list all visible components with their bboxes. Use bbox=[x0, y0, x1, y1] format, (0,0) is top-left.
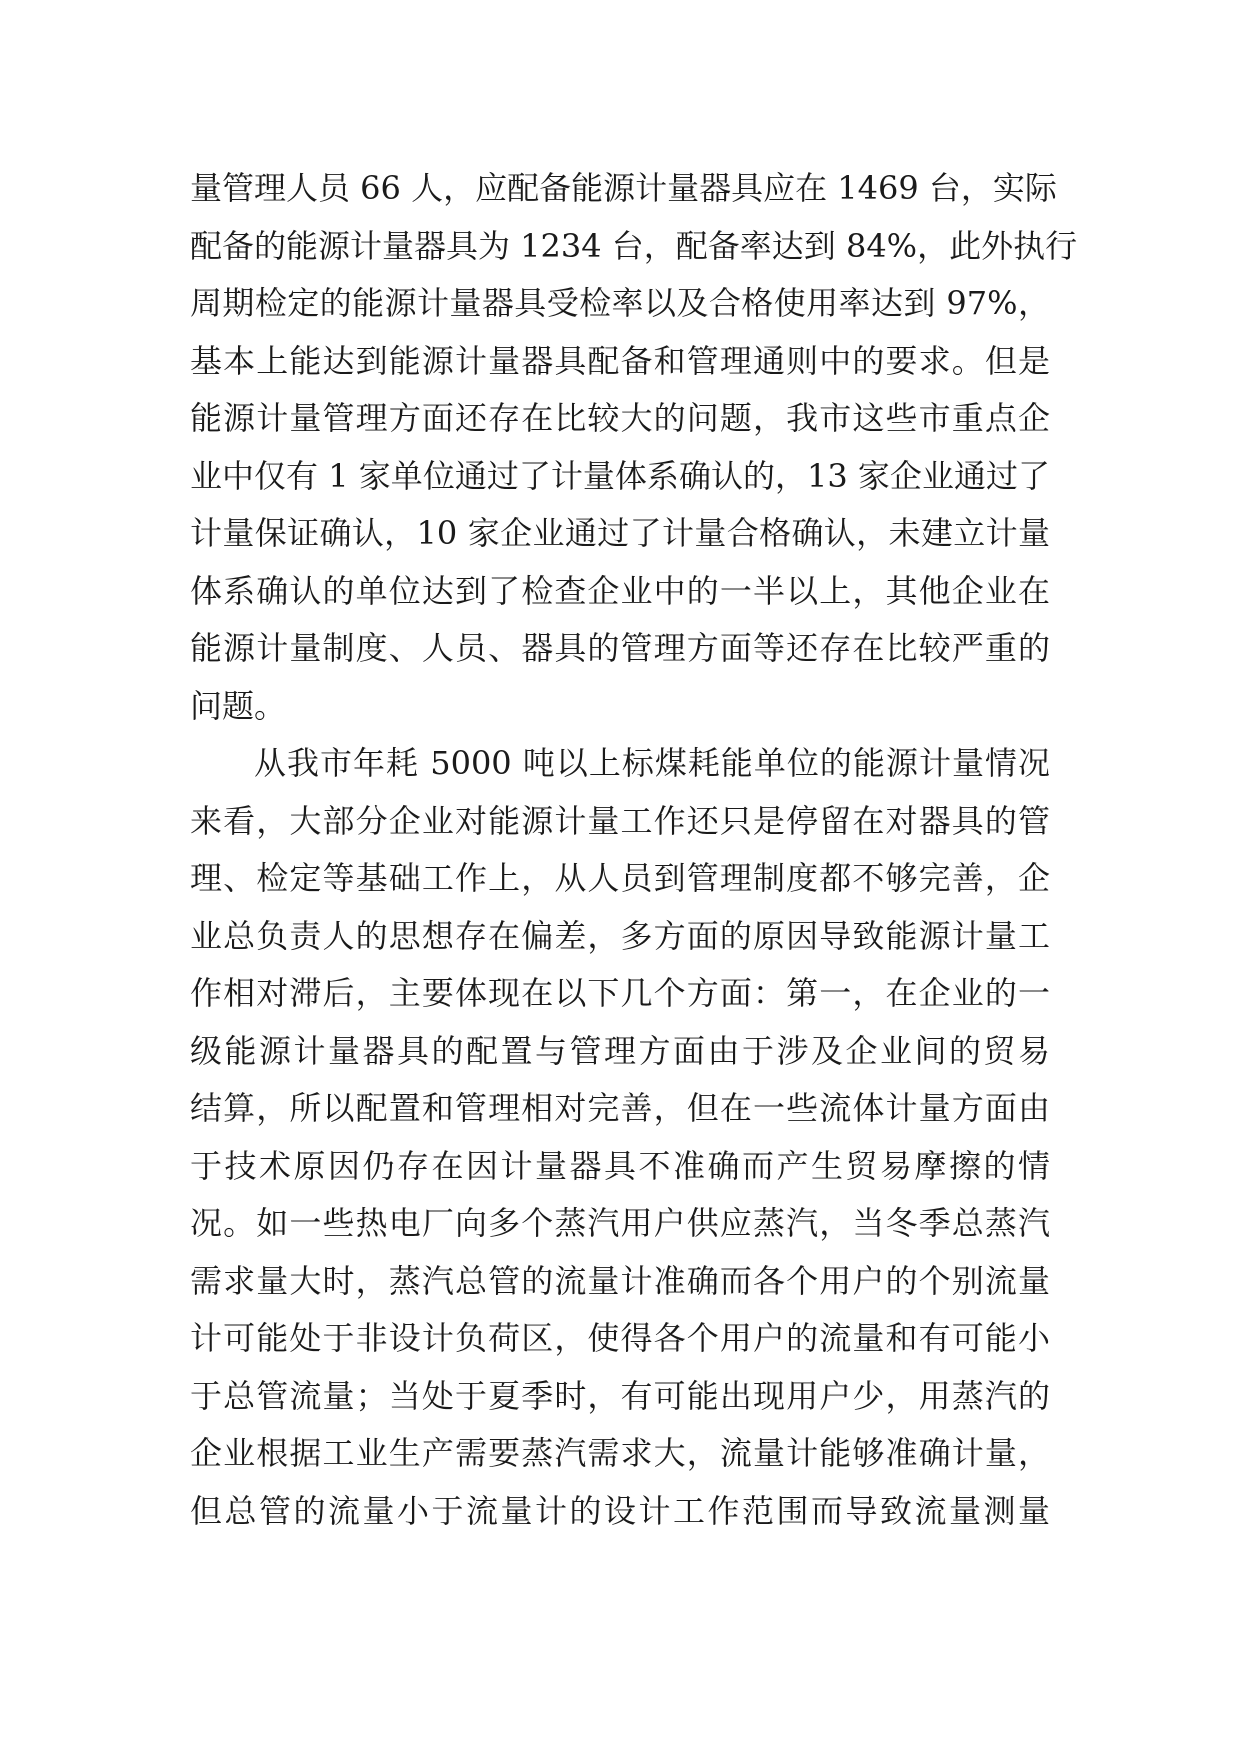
text-line: 周期检定的能源计量器具受检率以及合格使用率达到 97%， bbox=[190, 284, 1050, 322]
text-line: 业中仅有 1 家单位通过了计量体系确认的，13 家企业通过了 bbox=[190, 456, 1050, 495]
text-line: 从我市年耗 5000 吨以上标煤耗能单位的能源计量情况 bbox=[254, 744, 1050, 782]
text-line: 于总管流量；当处于夏季时，有可能出现用户少，用蒸汽的 bbox=[190, 1376, 1050, 1415]
text-line: 能源计量管理方面还存在比较大的问题，我市这些市重点企 bbox=[190, 399, 1050, 437]
text-line: 级能源计量器具的配置与管理方面由于涉及企业间的贸易 bbox=[190, 1031, 1050, 1070]
text-line: 作相对滞后，主要体现在以下几个方面：第一，在企业的一 bbox=[190, 974, 1050, 1012]
paragraph bbox=[190, 735, 1050, 1540]
text-line: 问题。 bbox=[190, 686, 287, 725]
text-line: 配备的能源计量器具为 1234 台，配备率达到 84%，此外执行 bbox=[190, 226, 1078, 265]
text-line: 基本上能达到能源计量器具配备和管理通则中的要求。但是 bbox=[190, 341, 1050, 380]
text-line: 量管理人员 66 人，应配备能源计量器具应在 1469 台，实际 bbox=[190, 169, 1057, 207]
text-line: 计量保证确认，10 家企业通过了计量合格确认，未建立计量 bbox=[190, 514, 1050, 552]
text-line: 业总负责人的思想存在偏差，多方面的原因导致能源计量工 bbox=[190, 916, 1050, 955]
body-text bbox=[190, 160, 1078, 1540]
text-line: 但总管的流量小于流量计的设计工作范围而导致流量测量 bbox=[190, 1491, 1050, 1530]
text-line: 需求量大时，蒸汽总管的流量计准确而各个用户的个别流量 bbox=[190, 1261, 1050, 1300]
text-line: 企业根据工业生产需要蒸汽需求大，流量计能够准确计量， bbox=[190, 1434, 1050, 1472]
text-line: 况。如一些热电厂向多个蒸汽用户供应蒸汽，当冬季总蒸汽 bbox=[190, 1204, 1050, 1242]
text-line: 能源计量制度、人员、器具的管理方面等还存在比较严重的 bbox=[190, 629, 1050, 667]
text-line: 结算，所以配置和管理相对完善，但在一些流体计量方面由 bbox=[190, 1089, 1050, 1127]
text-line: 体系确认的单位达到了检查企业中的一半以上，其他企业在 bbox=[190, 571, 1050, 610]
text-line: 来看，大部分企业对能源计量工作还只是停留在对器具的管 bbox=[190, 801, 1050, 840]
text-line: 理、检定等基础工作上，从人员到管理制度都不够完善，企 bbox=[190, 859, 1050, 897]
paragraph bbox=[190, 160, 1078, 735]
text-line: 于技术原因仍存在因计量器具不准确而产生贸易摩擦的情 bbox=[190, 1146, 1050, 1185]
text-line: 计可能处于非设计负荷区，使得各个用户的流量和有可能小 bbox=[190, 1319, 1050, 1357]
